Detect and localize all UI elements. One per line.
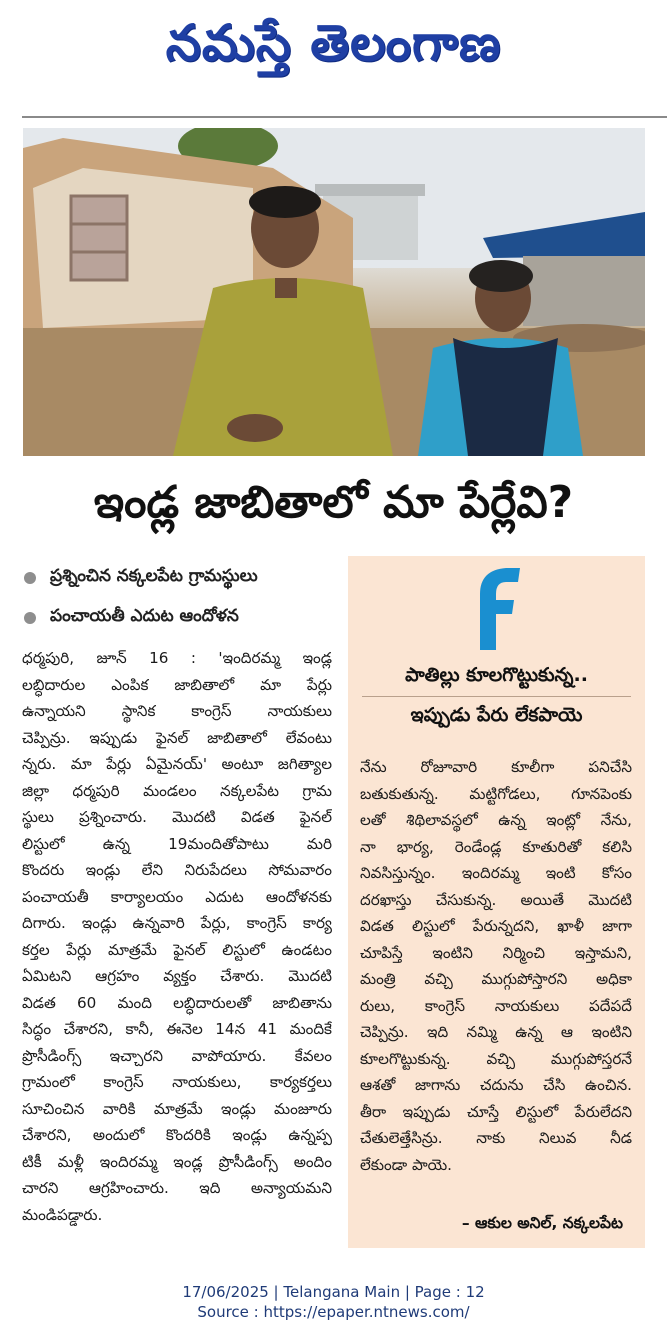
text-line: ధర్మపురి, జూన్ 16 : 'ఇందిరమ్మ ఇండ్ల bbox=[22, 649, 332, 667]
bullet-text: ప్రశ్నించిన నక్కలపేట గ్రామస్థులు bbox=[50, 566, 258, 586]
text-line: చూపిస్తే ఇంటిని నిర్మించి ఇస్తామని, bbox=[360, 943, 632, 962]
text-line: నేను రోజూవారి కూలీగా పనిచేసి bbox=[360, 758, 632, 776]
text-line: మండిపడ్డారు. bbox=[22, 1205, 103, 1224]
text-line: లబ్ధిదారుల ఎంపిక జాబితాలో మా పేర్లు bbox=[22, 675, 332, 694]
news-photo bbox=[23, 128, 645, 456]
masthead-divider bbox=[22, 116, 667, 118]
text-line: పంచాయతీ కార్యాలయం ఎదుట ఆందోళనకు bbox=[22, 887, 332, 906]
text-line: విడత లిస్టులో పేరున్నదని, ఖాళీ జాగా bbox=[360, 917, 632, 935]
text-line: జిల్లా ధర్మపురి మండలం నక్కలపేట గ్రామ bbox=[22, 781, 332, 800]
text-line: చెప్పిన్రు. ఇప్పుడు ఫైనల్ జాబితాలో లేవంటు bbox=[22, 728, 332, 747]
text-line: రులు, కాంగ్రెస్ నాయకులు పదేపదే bbox=[360, 996, 632, 1015]
text-line: నివసిస్తున్నం. ఇందిరమ్మ ఇంటి కోసం bbox=[360, 864, 632, 882]
bullet-item bbox=[24, 558, 344, 598]
text-line: న్నరు. మా పేర్లు ఏమైనయ్' అంటూ జగిత్యాల bbox=[22, 755, 332, 773]
text-line: స్థులు ప్రశ్నించారు. మొదటి విడత ఫైనల్ bbox=[22, 808, 332, 826]
text-line: గ్రామంలో కాంగ్రెస్ నాయకులు, కార్యకర్తలు bbox=[22, 1073, 332, 1091]
sidebar-box bbox=[348, 556, 645, 1248]
article-body bbox=[22, 645, 332, 1228]
bullet-text: పంచాయతీ ఎదుట ఆందోళన bbox=[50, 606, 239, 626]
text-line: లతో శిథిలావస్థలో ఉన్న ఇంట్లో నేను, bbox=[360, 811, 632, 829]
page-footer bbox=[0, 1282, 667, 1322]
text-line: నా భార్య, రెండేండ్ల కూతురితో కలిసి bbox=[360, 837, 632, 856]
text-line: ఏమిటని ఆగ్రహం వ్యక్తం చేశారు. మొదటి bbox=[22, 967, 332, 985]
text-line: లేకుండా పాయె. bbox=[360, 1155, 452, 1174]
sidebar-divider bbox=[362, 696, 631, 697]
text-line: చేశారని, అందులో కొందరికి ఇండ్లు ఉన్నప్ప bbox=[22, 1126, 332, 1144]
text-line: కొందరు ఇండ్లు లేని నిరుపేదలు సోమవారం bbox=[22, 861, 332, 879]
text-line: దరఖాస్తు చేసుకున్న. అయితే మొదటి bbox=[360, 890, 632, 909]
bullet-icon bbox=[24, 572, 36, 584]
text-line: సూచించిన వారికి మాత్రమే ఇండ్లు మంజూరు bbox=[22, 1099, 332, 1118]
text-line: చేతులెత్తేసిన్రు. నాకు నిలువ నీడ bbox=[360, 1129, 632, 1147]
text-line: ప్రొసీడింగ్స్ ఇచ్చారని వాపోయారు. కేవలం bbox=[22, 1046, 332, 1065]
text-line: విడత 60 మంది లబ్ధిదారులతో జాబితాను bbox=[22, 993, 332, 1012]
headline: ఇండ్ల జాబితాలో మా పేర్లేవి? bbox=[93, 477, 574, 528]
text-line: బతుకుతున్న. మట్టిగోడలు, గూనపెంకు bbox=[360, 784, 632, 803]
text-line: సిద్ధం చేశారని, కానీ, ఈనెల 14న 41 మందికే bbox=[22, 1020, 332, 1038]
text-line: కర్తల పేర్లు మాత్రమే ఫైనల్ లిస్టులో ఉండటం bbox=[22, 940, 332, 959]
newspaper-logo-icon bbox=[472, 564, 524, 650]
footer-source-line: Source : https://epaper.ntnews.com/ bbox=[197, 1303, 470, 1321]
photo-icon bbox=[23, 128, 645, 456]
sidebar-heading-line1: పాతిల్లు కూలగొట్టుకున్న.. bbox=[405, 664, 588, 686]
sidebar-heading-line2: ఇప్పుడు పేరు లేకపాయె bbox=[410, 704, 583, 726]
bullet-list bbox=[24, 558, 344, 638]
bullet-item bbox=[24, 598, 344, 638]
text-line: చెప్పిన్రు. ఇది నమ్మి ఉన్న ఆ ఇంటిని bbox=[360, 1023, 632, 1041]
text-line: దిగారు. ఇండ్లు ఉన్నవారి పేర్లు, కాంగ్రెస్ కార్య bbox=[22, 914, 332, 932]
footer-date-line: 17/06/2025 | Telangana Main | Page : 12 bbox=[182, 1283, 485, 1301]
text-line: చారని ఆగ్రహించారు. ఇది అన్యాయమని bbox=[22, 1179, 332, 1197]
sidebar-body bbox=[360, 754, 632, 1178]
text-line: లిస్టులో ఉన్న 19మందితోపాటు మరి bbox=[22, 834, 332, 853]
masthead-title: నమస్తే తెలంగాణ bbox=[165, 14, 502, 72]
sidebar-byline: – ఆకుల అనిల్, నక్కలపేట bbox=[461, 1214, 623, 1232]
text-line: ఆశతో జాగాను చదును చేసి ఉంచిన. bbox=[360, 1076, 632, 1094]
text-line: కూలగొట్టుకున్న. వచ్చి ముగ్గుపోస్తరనే bbox=[360, 1049, 632, 1068]
text-line: టికీ మళ్లీ ఇందిరమ్మ ఇండ్ల ప్రొసీడింగ్స్ అందిం bbox=[22, 1152, 332, 1171]
text-line: ఉన్నాయని స్థానిక కాంగ్రెస్ నాయకులు bbox=[22, 702, 332, 720]
bullet-icon bbox=[24, 612, 36, 624]
text-line: మంత్రి వచ్చి ముగ్గుపోస్తారని అధికా bbox=[360, 970, 632, 988]
text-line: తీరా ఇప్పుడు చూస్తే లిస్టులో పేరులేదని bbox=[360, 1102, 632, 1121]
